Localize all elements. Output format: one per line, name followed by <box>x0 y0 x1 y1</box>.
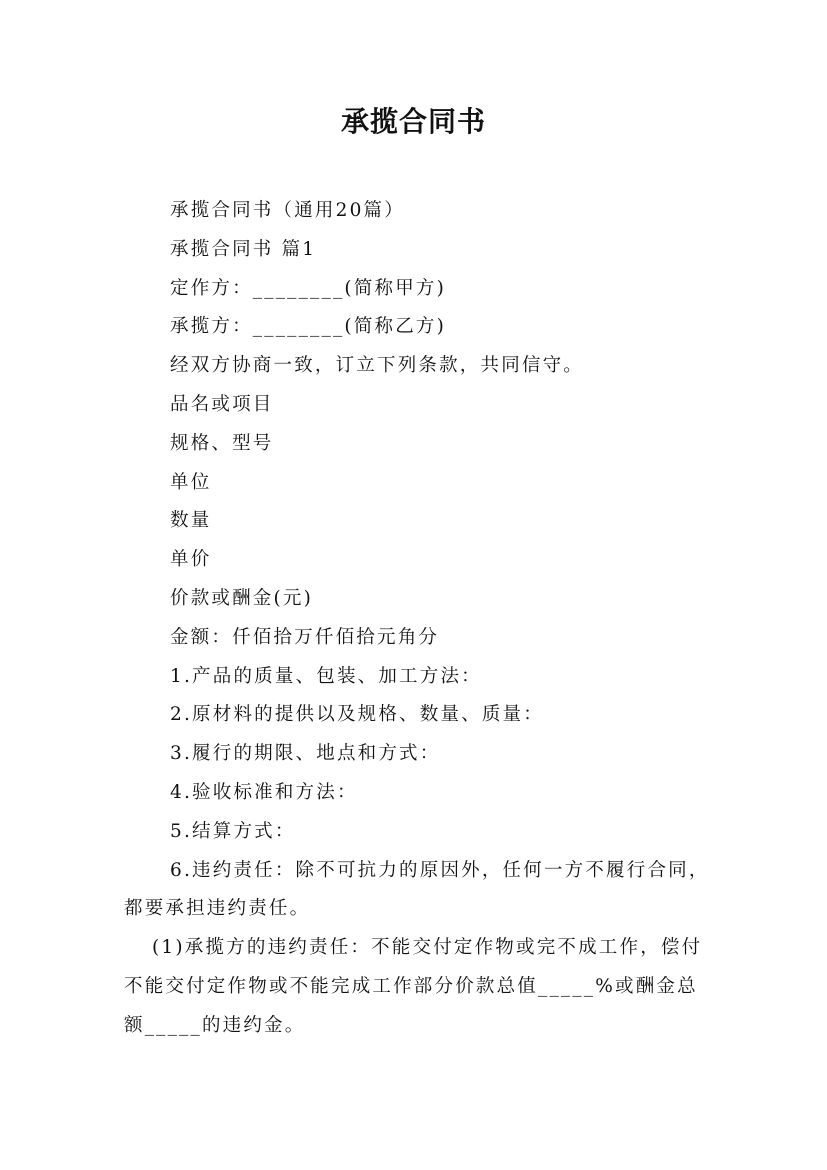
paragraph-quantity: 数量 <box>170 510 212 532</box>
paragraph-clause-3: 3.履行的期限、地点和方式： <box>170 743 441 765</box>
paragraph-spec: 规格、型号 <box>170 432 274 454</box>
paragraph-section-heading: 承揽合同书 篇1 <box>170 238 317 260</box>
paragraph-party-b: 承揽方：________(简称乙方) <box>170 316 447 338</box>
paragraph-agreement: 经双方协商一致，订立下列条款，共同信守。 <box>170 355 585 377</box>
document-body <box>124 192 714 1046</box>
paragraph-clause-1: 1.产品的质量、包装、加工方法： <box>170 665 482 687</box>
paragraph-unit: 单位 <box>170 471 212 493</box>
paragraph-party-a: 定作方：________(简称甲方) <box>170 277 447 299</box>
document-title: 承揽合同书 <box>340 105 486 138</box>
paragraph-price: 价款或酬金(元) <box>170 587 314 609</box>
paragraph-clause-6: 6.违约责任：除不可抗力的原因外，任何一方不履行合同，都要承担违约责任。 <box>124 859 710 920</box>
paragraph-clause-6-1: (1)承揽方的违约责任：不能交付定作物或完不成工作，偿付不能交付定作物或不能完成工作部分价款总值_____%或酬金总额_____的违约金。 <box>124 937 703 1036</box>
paragraph-item-name: 品名或项目 <box>170 393 274 415</box>
paragraph-subtitle: 承揽合同书（通用20篇） <box>170 200 405 221</box>
paragraph-clause-2: 2.原材料的提供以及规格、数量、质量： <box>170 704 544 726</box>
paragraph-clause-5: 5.结算方式： <box>170 820 296 842</box>
paragraph-amount: 金额：仟佰拾万仟佰拾元角分 <box>170 626 440 648</box>
paragraph-clause-4: 4.验收标准和方法： <box>170 781 358 803</box>
paragraph-unit-price: 单价 <box>170 549 212 571</box>
